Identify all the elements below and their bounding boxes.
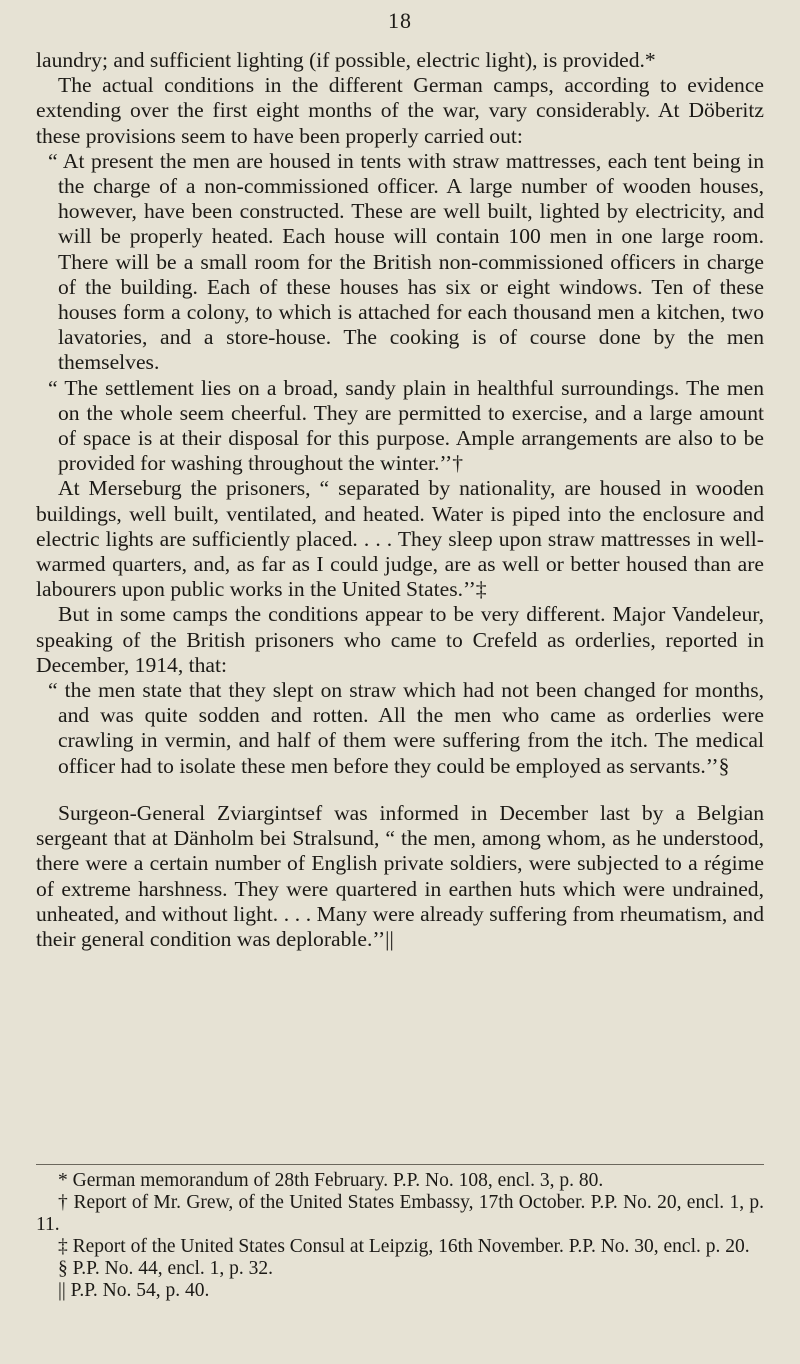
page-number: 18 bbox=[388, 8, 412, 33]
paragraph: Surgeon-General Zviargintsef was informed in December last by a Belgian sergeant that at Dänholm bei Stralsund, “ the men, among whom, as he understood, there were a certain number of English private soldiers, were subjected to a régime of extreme harshness. They were quartered in earthen huts which were undrained, unheated, and without light. . . . Many were already suffering from rheumatism, and their general condition was deplorable.’’|| bbox=[36, 800, 764, 951]
footnote: § P.P. No. 44, encl. 1, p. 32. bbox=[58, 1258, 274, 1279]
body-text bbox=[36, 48, 764, 952]
paragraph: laundry; and sufficient lighting (if possible, electric light), is provided.* bbox=[36, 48, 656, 72]
block-quote: “ The settlement lies on a broad, sandy plain in healthful surroundings. The men on the whole seem cheerful. They are permitted to exercise, and a large amount of space is at their disposal for this purpose. Ample arrangements are also to be provided for washing throughout the winter.’’† bbox=[48, 375, 764, 476]
footnotes bbox=[36, 1170, 764, 1302]
paragraph: At Merseburg the prisoners, “ separated by nationality, are housed in wooden buildings, well built, ventilated, and heated. Water is piped into the enclosure and electric lights are sufficiently placed. . . . They sleep upon straw mattresses in well-warmed quarters, and, as far as I could judge, are as well or better housed than are labourers upon public works in the United States.’’‡ bbox=[36, 476, 764, 602]
footnote: || P.P. No. 54, p. 40. bbox=[58, 1280, 210, 1301]
block-quote: “ the men state that they slept on straw which had not been changed for months, and was quite sodden and rotten. All the men who came as orderlies were crawling in vermin, and half of them were suffering from the itch. The medical officer had to isolate these men before they could be employed as servants.’’§ bbox=[48, 678, 764, 778]
footnote: ‡ Report of the United States Consul at Leipzig, 16th November. P.P. No. 30, encl. p. 20. bbox=[58, 1236, 750, 1257]
paragraph: The actual conditions in the different German camps, according to evidence extending over the first eight months of the war, vary considerably. At Döberitz these provisions seem to have been properly carried out: bbox=[36, 73, 764, 148]
block-quote: “ At present the men are housed in tents with straw mattresses, each tent being in the charge of a non-commissioned officer. A large number of wooden houses, however, have been constructed. These are well built, lighted by electricity, and will be properly heated. Each house will contain 100 men in one large room. There will be a small room for the British non-commissioned officers in charge of the building. Each of these houses has six or eight windows. Ten of these houses form a colony, to which is attached for each thousand men a kitchen, two lavatories, and a store-house. The cooking is of course done by the men themselves. bbox=[48, 148, 764, 375]
footnote-divider bbox=[36, 1164, 764, 1165]
footnote: † Report of Mr. Grew, of the United States Embassy, 17th October. P.P. No. 20, encl. 1, p. 11. bbox=[36, 1192, 764, 1235]
paragraph: But in some camps the conditions appear to be very different. Major Vandeleur, speaking of the British prisoners who came to Crefeld as orderlies, reported in December, 1914, that: bbox=[36, 602, 764, 677]
footnote: * German memorandum of 28th February. P.P. No. 108, encl. 3, p. 80. bbox=[58, 1170, 604, 1191]
